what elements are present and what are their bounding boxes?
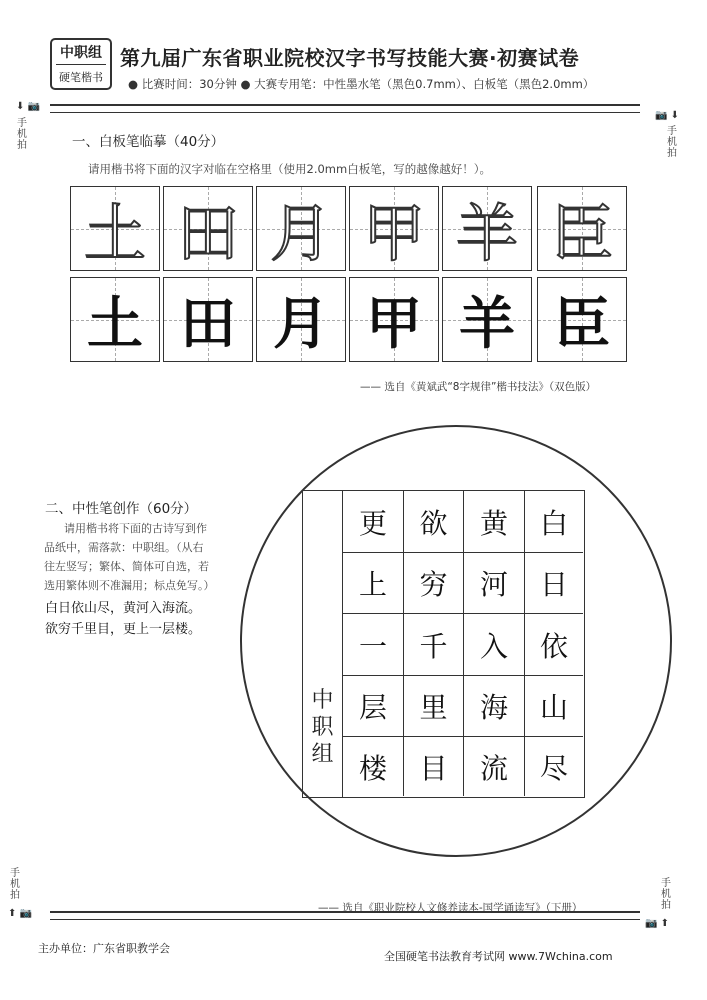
- poem-line: 白日依山尽，黄河入海流。: [45, 601, 202, 616]
- section2-instruction-line: 请用楷书将下面的古诗写到作: [64, 522, 207, 535]
- outline-char-box: [442, 186, 532, 271]
- poem-grid-cell: 入: [464, 614, 525, 676]
- outline-char: 甲: [362, 197, 425, 270]
- outline-char: 月: [269, 197, 332, 270]
- poem-grid: [342, 490, 585, 798]
- section2-instruction-line: 选用繁体则不准漏用；标点免写。）: [44, 579, 215, 592]
- outline-char-box: [163, 186, 253, 271]
- practice-char: 羊: [459, 290, 515, 357]
- practice-char-box: [349, 277, 439, 362]
- section1-source: —— 选自《黄斌武“8字规律”楷书技法》（双色版）: [360, 381, 597, 393]
- poem-grid-cell: 层: [343, 676, 404, 737]
- outline-char: 田: [176, 197, 239, 270]
- outline-char: 臣: [550, 197, 613, 270]
- signature-char: 职: [311, 715, 334, 740]
- poem-grid-cell: 海: [464, 676, 525, 737]
- outline-char-box: [70, 186, 160, 271]
- poem-line: 欲穷千里目，更上一层楼。: [45, 622, 202, 637]
- practice-char: 臣: [554, 290, 610, 357]
- camera-icon-bottom-right: 📷 ⬆: [645, 918, 670, 929]
- poem-grid-cell: 更: [343, 491, 404, 553]
- poem-grid-cell: 穷: [404, 553, 464, 614]
- poem-grid-cell: 流: [464, 737, 525, 796]
- bottom-divider: [50, 911, 640, 920]
- practice-char: 甲: [366, 290, 422, 357]
- website-label: 全国硬笔书法教育考试网 www.7Wchina.com: [384, 950, 613, 963]
- outline-char: 土: [83, 197, 146, 270]
- practice-char-box: [70, 277, 160, 362]
- poem-grid-cell: 依: [525, 614, 583, 676]
- practice-char-box: [537, 277, 627, 362]
- outline-char-box: [349, 186, 439, 271]
- photo-label-top-left: 手机拍: [17, 118, 27, 151]
- photo-label-bottom-left: 手机拍: [10, 868, 20, 901]
- exam-info: ● 比赛时间：30分钟 ● 大赛专用笔：中性墨水笔（黑色0.7mm）、白板笔（黑色2.0mm）: [128, 77, 595, 91]
- category-badge: [50, 38, 112, 90]
- poem-grid-cell: 一: [343, 614, 404, 676]
- section2-heading: 二、中性笔创作（60分）: [45, 501, 198, 517]
- practice-char: 月: [273, 290, 329, 357]
- badge-group-label: 中职组: [60, 45, 102, 61]
- poem-grid-cell: 黄: [464, 491, 525, 553]
- practice-char-box: [442, 277, 532, 362]
- badge-divider: [56, 64, 106, 65]
- poem-grid-cell: 里: [404, 676, 464, 737]
- outline-char: 羊: [455, 197, 518, 270]
- signature-char: 中: [311, 688, 334, 713]
- camera-icon-top-left: ⬇ 📷: [16, 101, 41, 112]
- practice-char: 土: [87, 290, 143, 357]
- signature-column: [302, 490, 342, 798]
- poem-grid-cell: 上: [343, 553, 404, 614]
- photo-label-bottom-right: 手机拍: [661, 878, 671, 911]
- section1-instruction: 请用楷书将下面的汉字对临在空格里（使用2.0mm白板笔，写的越像越好！）。: [88, 162, 491, 176]
- section2-source: —— 选自《职业院校人文修养读本-国学诵读写》（下册）: [318, 902, 583, 914]
- page-title: 第九届广东省职业院校汉字书写技能大赛·初赛试卷: [120, 46, 580, 70]
- section2-instruction-line: 品纸中，需落款：中职组。（从右: [44, 541, 204, 554]
- signature-char: 组: [311, 742, 334, 767]
- outline-char-box: [256, 186, 346, 271]
- poem-grid-cell: 白: [525, 491, 583, 553]
- photo-label-top-right: 手机拍: [667, 126, 677, 159]
- poem-grid-cell: 目: [404, 737, 464, 796]
- outline-char-box: [537, 186, 627, 271]
- practice-char-box: [256, 277, 346, 362]
- badge-style-label: 硬笔楷书: [59, 71, 103, 84]
- poem-grid-cell: 河: [464, 553, 525, 614]
- poem-grid-cell: 山: [525, 676, 583, 737]
- organizer-label: 主办单位：广东省职教学会: [38, 942, 170, 955]
- poem-grid-cell: 尽: [539, 751, 568, 785]
- poem-grid-cell: 日: [525, 553, 583, 614]
- poem-grid-cell: 千: [404, 614, 464, 676]
- camera-icon-bottom-left: ⬆ 📷: [8, 908, 33, 919]
- camera-icon-top-right: 📷 ⬇: [655, 110, 680, 121]
- poem-grid-cell: 欲: [404, 491, 464, 553]
- practice-char-box: [163, 277, 253, 362]
- section1-heading: 一、白板笔临摹（40分）: [72, 134, 225, 150]
- practice-char: 田: [180, 290, 236, 357]
- poem-grid-cell: 楼: [343, 737, 404, 796]
- section2-instruction-line: 往左竖写；繁体、简体可自选，若: [44, 560, 209, 573]
- top-divider: [50, 104, 640, 113]
